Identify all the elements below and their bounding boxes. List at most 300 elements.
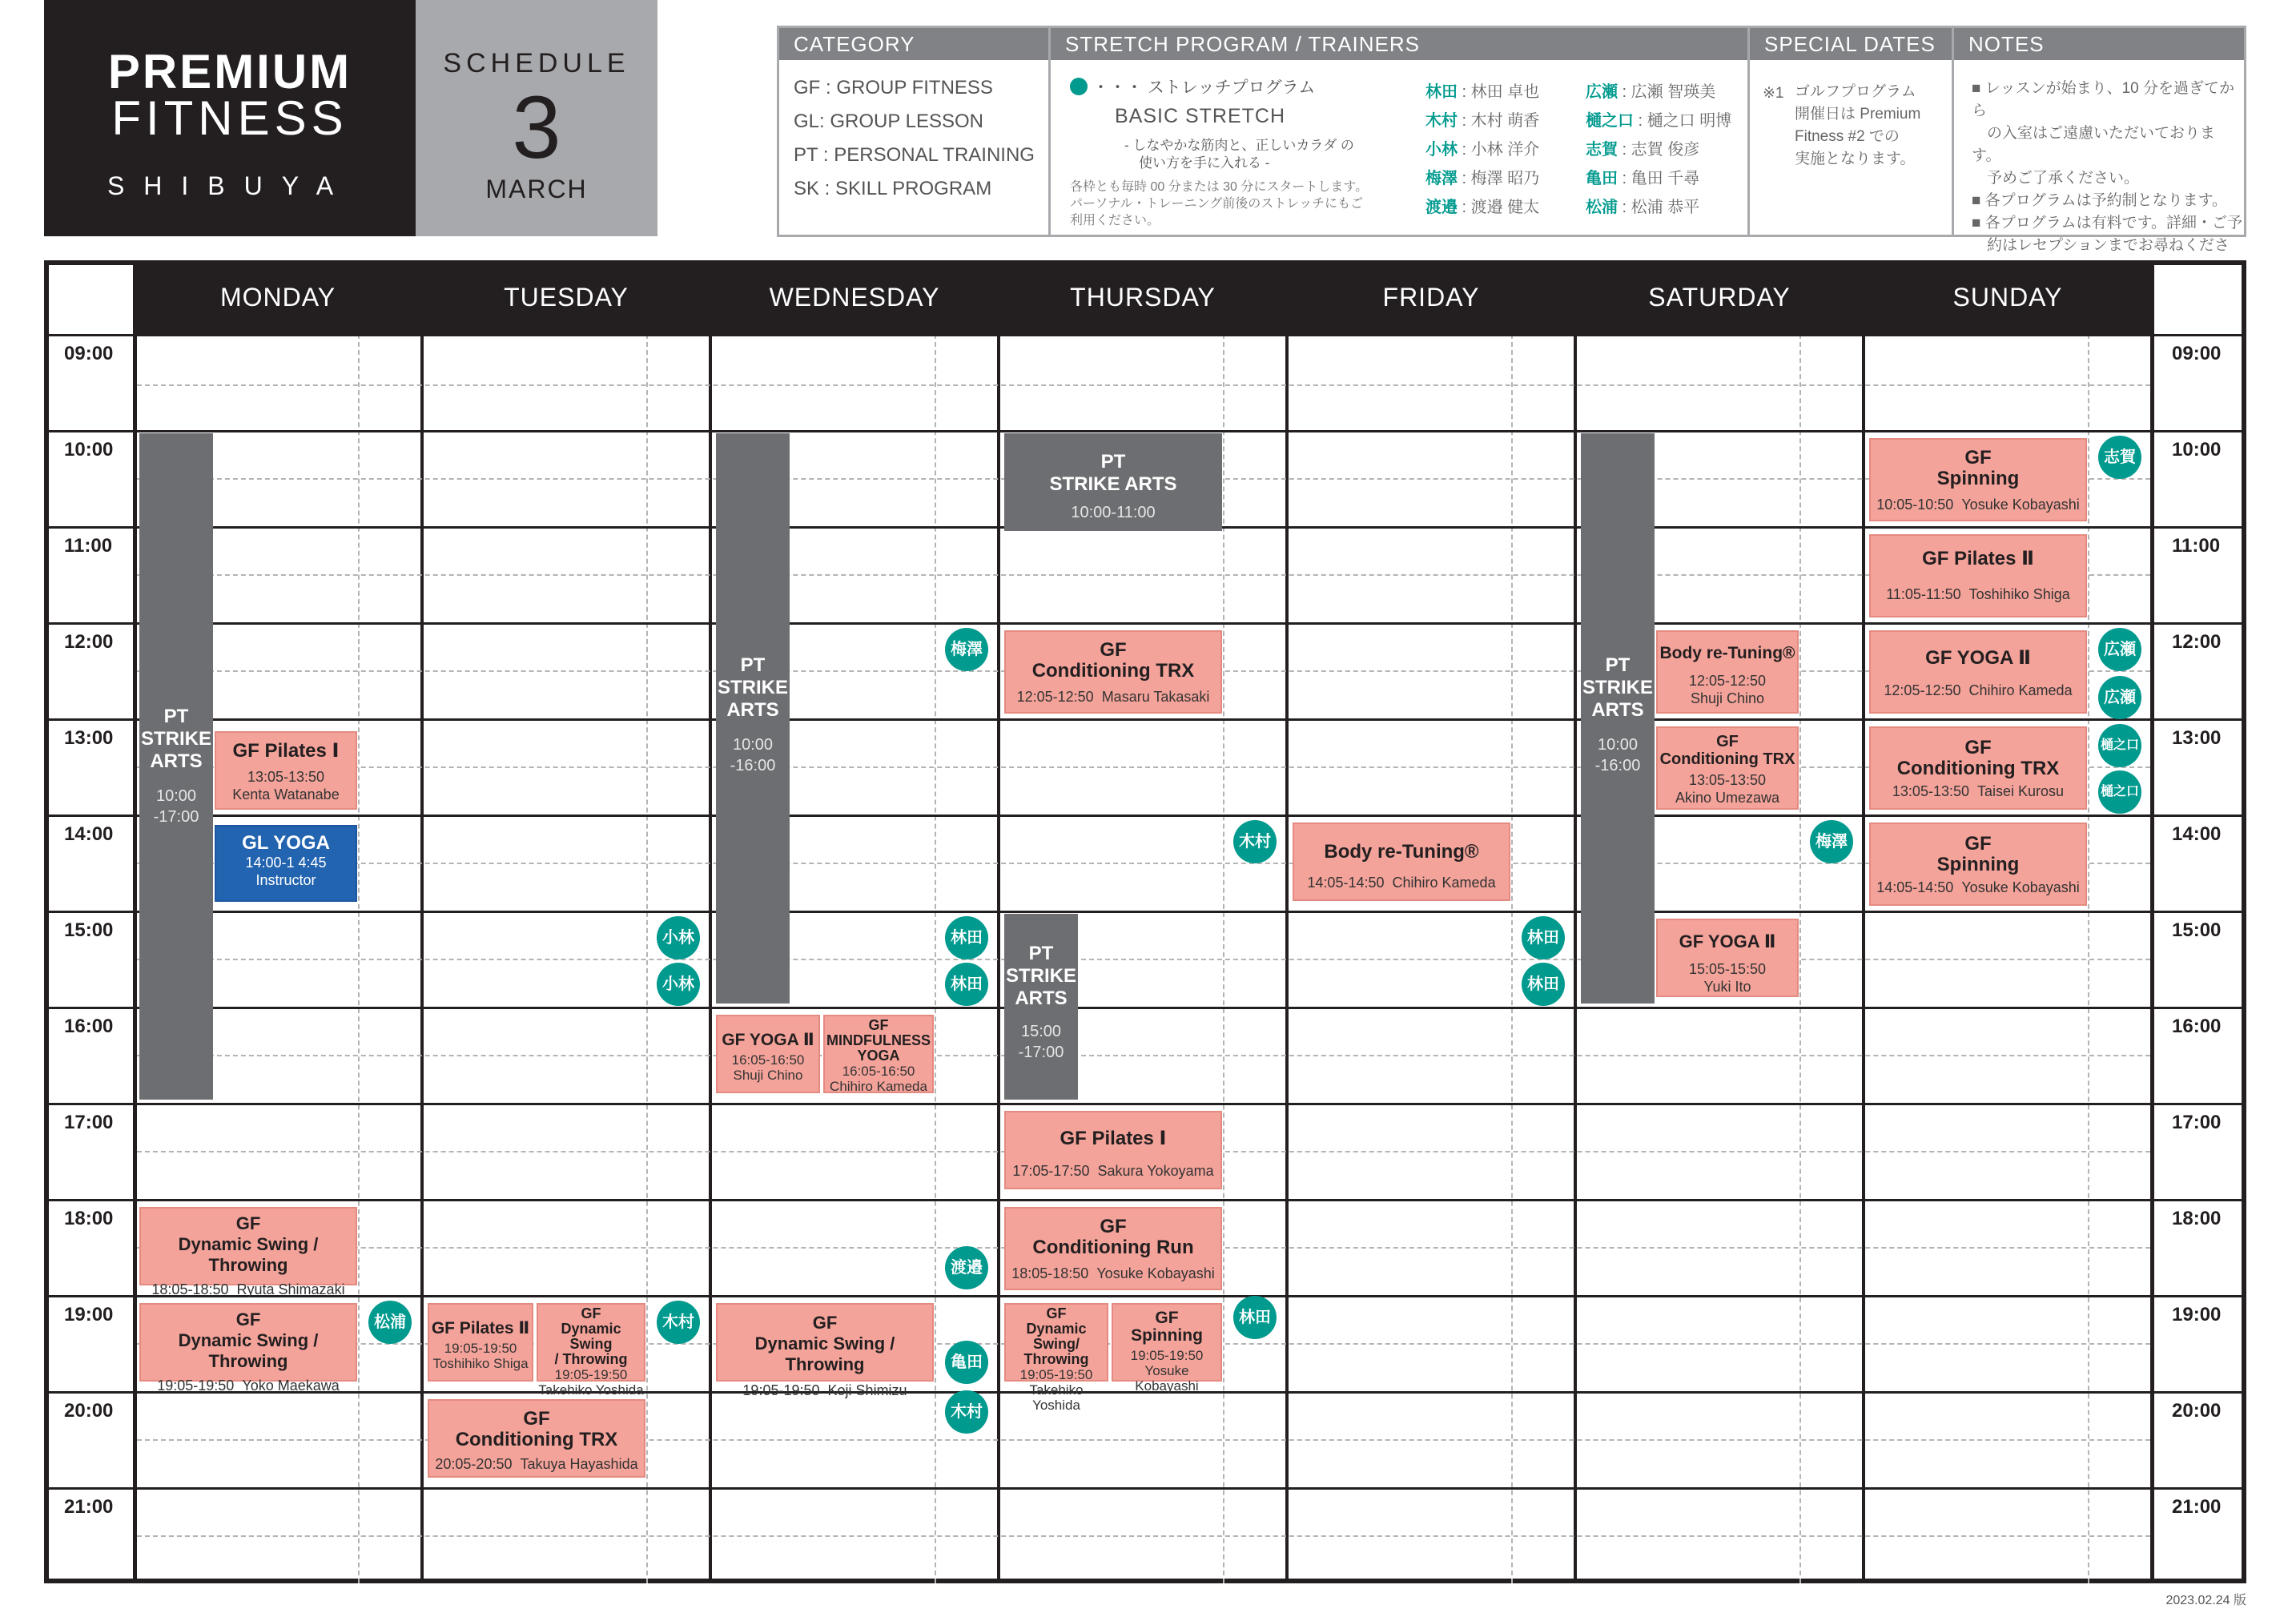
month-number: 3 xyxy=(512,78,561,177)
event-gf-spinning[interactable] xyxy=(1112,1303,1222,1394)
hour-line xyxy=(44,622,2246,625)
stretch-note-line: 利用ください。 xyxy=(1070,214,1160,227)
stretch-badge[interactable]: 梅澤 xyxy=(945,628,988,671)
hour-line xyxy=(44,1007,2246,1009)
event-title: PT xyxy=(1028,943,1054,964)
event-time: 10:00 xyxy=(732,736,774,754)
event-time: 16:05-16:50 xyxy=(731,1052,805,1068)
notes-title: NOTES xyxy=(1954,28,2244,60)
event-body-retuning[interactable] xyxy=(1293,823,1510,901)
hour-line xyxy=(44,334,2246,336)
event-title: STRIKE ARTS xyxy=(1049,473,1177,495)
event-title: Body re-Tuning® xyxy=(1659,644,1795,662)
event-gf-dynamic-swing[interactable] xyxy=(139,1303,357,1394)
day-header-thursday: THURSDAY xyxy=(1000,260,1285,334)
event-title: GF Pilates Ⅱ xyxy=(1922,548,2034,569)
event-title: MINDFULNESS xyxy=(826,1032,931,1048)
stretch-badge[interactable]: 広瀬 xyxy=(2098,676,2141,719)
note-line: の入室はご遠慮いただいております。 xyxy=(1972,125,2216,164)
event-instructor: Koji Shimizu xyxy=(827,1382,907,1398)
event-title: GF xyxy=(1964,737,1992,758)
time-label: 18:00 xyxy=(64,1208,114,1229)
trainer-row: 梅澤 : 梅澤 昭乃 xyxy=(1425,170,1540,187)
hour-line xyxy=(44,718,2246,721)
stretch-desc: - しなやかな筋肉と、正しいカラダ の xyxy=(1124,138,1354,153)
brand-line1: PREMIUM xyxy=(107,45,352,99)
event-time: -17:00 xyxy=(153,808,199,826)
event-time-instructor xyxy=(429,1455,644,1473)
category-item: GL: GROUP LESSON xyxy=(794,111,983,132)
event-instructor: Kenta Watanabe xyxy=(232,786,340,802)
event-title: GF xyxy=(1100,1216,1127,1237)
event-time: 12:05-12:50 xyxy=(1016,689,1094,705)
event-time-instructor xyxy=(1871,879,2085,896)
time-label: 09:00 xyxy=(2172,343,2222,364)
event-time: 20:05-20:50 xyxy=(435,1456,513,1472)
time-label: 11:00 xyxy=(64,535,113,557)
note-line: ■ 各プログラムは予約制となります。 xyxy=(1972,192,2228,209)
event-title: STRIKE xyxy=(140,728,211,750)
event-time: 15:00 xyxy=(1020,1023,1062,1040)
event-title: Conditioning TRX xyxy=(1659,750,1795,768)
trainer-row: 広瀬 : 広瀬 智瑛美 xyxy=(1586,83,1716,101)
time-label: 15:00 xyxy=(2172,919,2222,941)
time-label: 12:00 xyxy=(2172,631,2222,653)
notes-panel xyxy=(1952,26,2246,254)
event-time: 13:05-13:50 xyxy=(1892,783,1969,799)
special-line: ゴルフプログラム xyxy=(1795,83,1916,100)
trainer-full: 松浦 恭平 xyxy=(1631,199,1700,216)
event-instructor: Yosuke Kobayashi xyxy=(1135,1363,1199,1394)
hour-line xyxy=(44,1199,2246,1201)
event-time-instructor xyxy=(1006,688,1220,706)
time-label: 14:00 xyxy=(64,823,114,845)
stretch-badge[interactable]: 亀田 xyxy=(945,1341,988,1384)
event-pt-strike-arts[interactable] xyxy=(1004,433,1222,531)
trainer-row: 林田 : 林田 卓也 xyxy=(1425,83,1540,101)
event-title: GF xyxy=(812,1313,838,1333)
time-label: 17:00 xyxy=(64,1112,114,1133)
time-label: 20:00 xyxy=(64,1400,114,1422)
event-gf-dynamic-swing[interactable] xyxy=(716,1303,934,1398)
stretch-badge[interactable]: 林田 xyxy=(945,963,988,1006)
day-header-friday: FRIDAY xyxy=(1289,260,1574,334)
event-instructor: Yosuke Kobayashi xyxy=(1961,879,2080,895)
category-item: GF : GROUP FITNESS xyxy=(794,77,993,99)
brand-line2: FITNESS xyxy=(111,91,348,145)
event-time-instructor xyxy=(141,1281,356,1298)
stretch-badge[interactable]: 樋之口 xyxy=(2098,724,2141,767)
stretch-badge[interactable]: 小林 xyxy=(657,916,700,959)
stretch-badge[interactable]: 林田 xyxy=(1522,963,1565,1006)
event-title: Conditioning Run xyxy=(1032,1237,1194,1258)
event-time-instructor xyxy=(1871,682,2085,699)
trainer-short: 樋之口 xyxy=(1586,112,1634,130)
time-label: 16:00 xyxy=(2172,1016,2222,1037)
event-title: Dynamic Swing / Throwing xyxy=(754,1333,895,1374)
event-instructor: Chihiro Kameda xyxy=(1392,875,1496,891)
column-divider xyxy=(420,260,424,1583)
event-time: -17:00 xyxy=(1018,1044,1064,1061)
event-title: GF xyxy=(1046,1305,1067,1321)
event-instructor: Chihiro Kameda xyxy=(1968,682,2073,698)
event-title: GF xyxy=(581,1305,601,1321)
event-time: 14:05-14:50 xyxy=(1307,875,1385,891)
category-panel xyxy=(777,26,1051,237)
stretch-badge[interactable]: 林田 xyxy=(945,916,988,959)
event-title: GF xyxy=(868,1017,889,1033)
event-time: 19:05-19:50 xyxy=(1019,1367,1093,1382)
event-title: STRIKE xyxy=(1582,677,1653,698)
event-title: GF xyxy=(523,1408,550,1430)
trainer-row: 亀田 : 亀田 千尋 xyxy=(1586,170,1700,187)
trainer-short: 渡邉 xyxy=(1425,199,1458,216)
stretch-badge[interactable]: 広瀬 xyxy=(2098,628,2141,671)
special-dates-title: SPECIAL DATES xyxy=(1750,28,1952,60)
event-title: PT xyxy=(1605,654,1631,676)
time-label: 13:00 xyxy=(2172,727,2222,749)
hour-line xyxy=(44,430,2246,432)
category-item: PT : PERSONAL TRAINING xyxy=(794,144,1035,166)
time-label: 10:00 xyxy=(64,439,114,461)
event-title: PT xyxy=(163,706,189,727)
column-divider xyxy=(1574,260,1577,1583)
stretch-note-line: パーソナル・トレーニング前後のストレッチにもご xyxy=(1070,197,1364,211)
event-time: -16:00 xyxy=(730,757,776,774)
note-line: ■ 各プログラムは有料です。詳細・ご予 xyxy=(1972,215,2243,231)
event-time: 13:05-13:50 xyxy=(247,769,325,785)
trainer-full: 小林 洋介 xyxy=(1470,141,1540,159)
event-title: / Throwing xyxy=(554,1351,628,1367)
day-header-monday: MONDAY xyxy=(135,260,420,334)
category-item: SK : SKILL PROGRAM xyxy=(794,178,992,199)
event-time: 18:05-18:50 xyxy=(1011,1265,1089,1281)
event-body-retuning[interactable] xyxy=(1656,630,1799,714)
schedule-month-block xyxy=(416,0,657,236)
event-time: 19:05-19:50 xyxy=(1130,1348,1204,1363)
event-gl-yoga[interactable] xyxy=(215,825,357,902)
event-title: Dynamic Swing/ xyxy=(1026,1321,1087,1352)
time-label: 14:00 xyxy=(2172,823,2222,845)
event-time: 19:05-19:50 xyxy=(157,1378,235,1394)
event-pt-strike-arts[interactable] xyxy=(716,433,790,1004)
event-gf-conditioning-trx[interactable] xyxy=(1656,726,1799,810)
event-time: 16:05-16:50 xyxy=(842,1064,915,1079)
trainer-full: 林田 卓也 xyxy=(1470,83,1540,101)
event-instructor: Masaru Takasaki xyxy=(1101,689,1210,705)
special-text xyxy=(1795,81,1955,171)
event-title: ARTS xyxy=(150,750,203,772)
event-time-instructor xyxy=(718,1382,932,1399)
event-time-instructor xyxy=(1006,1265,1220,1282)
event-title: GF Pilates Ⅱ xyxy=(431,1319,530,1337)
time-label: 09:00 xyxy=(64,343,114,364)
event-gf-spinning[interactable] xyxy=(1869,438,2087,521)
event-title: Conditioning TRX xyxy=(1896,758,2060,779)
special-line: Fitness #2 での xyxy=(1795,128,1900,145)
trainer-full: 渡邉 健太 xyxy=(1470,199,1540,216)
schedule-label: SCHEDULE xyxy=(443,48,630,78)
event-time: 10:05-10:50 xyxy=(1876,497,1954,513)
event-instructor: Chihiro Kameda xyxy=(830,1079,927,1094)
half-hour-line xyxy=(137,959,2150,960)
event-gf-pilates[interactable] xyxy=(215,731,357,810)
event-title: Throwing xyxy=(1023,1351,1089,1367)
stretch-desc: 使い方を手に入れる - xyxy=(1139,155,1270,171)
event-gf-yoga[interactable] xyxy=(1656,919,1799,997)
stretch-badge[interactable]: 松浦 xyxy=(368,1301,412,1344)
stretch-badge[interactable]: 樋之口 xyxy=(2098,770,2141,814)
event-gf-conditioning-trx[interactable] xyxy=(428,1399,645,1478)
half-hour-line xyxy=(137,1535,2150,1537)
event-gf-spinning[interactable] xyxy=(1869,823,2087,906)
event-instructor: Ryuta Shimazaki xyxy=(236,1281,345,1297)
trainer-row: 松浦 : 松浦 恭平 xyxy=(1586,199,1700,216)
trainer-list xyxy=(1586,78,1746,222)
half-hour-line xyxy=(137,766,2150,768)
trainer-short: 志賀 xyxy=(1586,141,1618,159)
hour-line xyxy=(44,1295,2246,1297)
event-title: GF Pilates Ⅰ xyxy=(1060,1128,1167,1149)
event-time: 10:00 xyxy=(155,787,197,805)
time-label: 12:00 xyxy=(64,631,114,653)
event-time: 15:05-15:50 xyxy=(1688,961,1767,977)
event-time: 19:05-19:50 xyxy=(742,1382,820,1398)
event-title: GF xyxy=(1155,1309,1179,1327)
trainer-short: 林田 xyxy=(1425,83,1458,101)
stretch-badge[interactable]: 小林 xyxy=(657,963,700,1006)
time-label: 17:00 xyxy=(2172,1112,2222,1133)
event-instructor: Sakura Yokoyama xyxy=(1097,1163,1214,1179)
stretch-badge[interactable]: 林田 xyxy=(1522,916,1565,959)
event-gf-mindfulness-yoga[interactable] xyxy=(823,1015,934,1093)
event-title: GF YOGA Ⅱ xyxy=(1679,931,1776,951)
trainer-row: 木村 : 木村 萌香 xyxy=(1425,112,1540,130)
column-divider xyxy=(997,260,1000,1583)
stretch-badge[interactable]: 梅澤 xyxy=(1810,820,1853,863)
trainer-row: 志賀 : 志賀 俊彦 xyxy=(1586,141,1700,159)
column-divider xyxy=(1862,260,1865,1583)
event-time-instructor xyxy=(141,1377,356,1394)
event-instructor: Takehiko Yoshida xyxy=(538,1382,644,1398)
event-time: 10:00-11:00 xyxy=(1071,504,1156,521)
stretch-badge[interactable]: 志賀 xyxy=(2098,436,2141,479)
event-title: GF YOGA Ⅱ xyxy=(722,1031,814,1049)
trainer-full: 木村 萌香 xyxy=(1470,112,1540,130)
event-pt-strike-arts[interactable] xyxy=(139,433,213,1100)
hour-line xyxy=(44,1487,2246,1490)
stretch-badge[interactable]: 木村 xyxy=(1233,820,1277,863)
brand-logo xyxy=(44,0,416,236)
time-label: 21:00 xyxy=(64,1496,114,1518)
event-instructor: Yosuke Kobayashi xyxy=(1096,1265,1215,1281)
version-date: 2023.02.24 版 xyxy=(2165,1594,2246,1607)
event-gf-yoga[interactable] xyxy=(1869,630,2087,714)
trainer-short: 松浦 xyxy=(1586,199,1618,216)
time-label: 13:00 xyxy=(64,727,114,749)
event-gf-pilates[interactable] xyxy=(1004,1111,1222,1189)
stretch-legend: ・・・ ストレッチプログラム xyxy=(1092,78,1316,97)
time-label: 19:00 xyxy=(64,1304,114,1325)
time-label: 16:00 xyxy=(64,1016,114,1037)
column-divider xyxy=(709,260,712,1583)
event-title: GL YOGA xyxy=(242,832,330,854)
stretch-title: STRETCH PROGRAM / TRAINERS xyxy=(1051,28,1747,60)
event-title: Spinning xyxy=(1131,1326,1203,1345)
day-header-sunday: SUNDAY xyxy=(1865,260,2150,334)
event-instructor: Takuya Hayashida xyxy=(520,1456,638,1472)
event-instructor: Shuji Chino xyxy=(1690,690,1765,706)
event-gf-dynamic-swing[interactable] xyxy=(1004,1303,1108,1413)
event-title: GF xyxy=(235,1213,261,1233)
hour-line xyxy=(44,815,2246,817)
trainer-short: 亀田 xyxy=(1586,170,1618,187)
event-title: GF xyxy=(235,1309,261,1329)
special-line: 実施となります。 xyxy=(1795,151,1916,167)
event-gf-pilates[interactable] xyxy=(428,1303,533,1382)
event-instructor: Akino Umezawa xyxy=(1675,790,1780,806)
stretch-badge[interactable]: 木村 xyxy=(657,1301,700,1344)
stretch-badge[interactable]: 渡邉 xyxy=(945,1246,988,1289)
event-title: GF xyxy=(1100,639,1127,661)
event-pt-strike-arts[interactable] xyxy=(1581,433,1655,1004)
event-gf-pilates[interactable] xyxy=(1869,534,2087,617)
event-instructor: Toshihiko Shiga xyxy=(432,1356,529,1371)
stretch-badge[interactable]: 木村 xyxy=(945,1390,988,1434)
event-time: 11:05-11:50 xyxy=(1886,586,1961,602)
event-time: 13:05-13:50 xyxy=(1688,772,1767,788)
trainer-row: 樋之口 : 樋之口 明博 xyxy=(1586,112,1732,130)
trainer-short: 梅澤 xyxy=(1425,170,1458,187)
event-time: 12:05-12:50 xyxy=(1884,682,1961,698)
note-line: 予めご了承ください。 xyxy=(1972,170,2140,187)
event-title: Spinning xyxy=(1936,468,2020,489)
category-title: CATEGORY xyxy=(779,28,1048,60)
column-divider xyxy=(1285,260,1289,1583)
trainer-full: 樋之口 明博 xyxy=(1647,112,1732,130)
month-name: MARCH xyxy=(485,175,588,203)
event-instructor: Yosuke Kobayashi xyxy=(1961,497,2080,513)
event-instructor: Takehiko Yoshida xyxy=(1029,1382,1084,1413)
time-label: 15:00 xyxy=(64,919,114,941)
stretch-badge[interactable]: 林田 xyxy=(1233,1296,1277,1339)
event-title: YOGA xyxy=(857,1048,900,1064)
event-instructor: Toshihiko Shiga xyxy=(1968,586,2070,602)
event-instructor: Yoko Maekawa xyxy=(242,1378,340,1394)
event-instructor: Yuki Ito xyxy=(1703,979,1751,995)
trainer-full: 広瀬 智瑛美 xyxy=(1631,83,1716,101)
stretch-note xyxy=(1070,179,1368,229)
event-title: ARTS xyxy=(1591,699,1644,721)
event-instructor: Taisei Kurosu xyxy=(1977,783,2065,799)
event-time-instructor xyxy=(1871,496,2085,513)
trainer-short: 木村 xyxy=(1425,112,1458,130)
event-time: 14:00-1 4:45 xyxy=(245,855,327,871)
event-pt-strike-arts[interactable] xyxy=(1004,914,1078,1100)
half-hour-line xyxy=(137,1055,2150,1056)
event-title: Dynamic Swing / Throwing xyxy=(178,1234,319,1275)
special-dates-panel xyxy=(1747,26,1954,237)
event-time-instructor xyxy=(1871,585,2085,603)
trainer-list xyxy=(1425,78,1578,222)
hour-line xyxy=(44,1103,2246,1105)
day-header-wednesday: WEDNESDAY xyxy=(712,260,997,334)
event-time: 17:05-17:50 xyxy=(1012,1163,1090,1179)
trainer-full: 梅澤 昭乃 xyxy=(1470,170,1540,187)
event-title: GF xyxy=(1964,447,1992,469)
event-title: STRIKE xyxy=(1005,965,1076,987)
event-title: ARTS xyxy=(726,699,779,721)
event-title: PT xyxy=(1100,451,1126,473)
notes-text xyxy=(1972,78,2244,280)
event-title: Conditioning TRX xyxy=(1031,660,1195,682)
event-gf-conditioning-trx[interactable] xyxy=(1004,630,1222,714)
event-time: -16:00 xyxy=(1594,757,1641,774)
event-time: 12:05-12:50 xyxy=(1688,673,1767,689)
trainer-row: 渡邉 : 渡邉 健太 xyxy=(1425,199,1540,216)
stretch-note-line: 各枠とも毎時 00 分または 30 分にスタートします。 xyxy=(1070,180,1369,194)
half-hour-line xyxy=(137,574,2150,576)
event-title: Dynamic Swing / Throwing xyxy=(178,1330,319,1371)
event-title: Conditioning TRX xyxy=(455,1429,618,1450)
event-title: GF xyxy=(1964,833,1992,855)
column-divider xyxy=(2150,260,2154,1583)
event-title: Dynamic Swing xyxy=(561,1321,621,1352)
event-gf-dynamic-swing[interactable] xyxy=(537,1303,645,1398)
trainer-full: 志賀 俊彦 xyxy=(1631,141,1700,159)
event-title: GF YOGA Ⅱ xyxy=(1925,647,2031,669)
trainer-full: 亀田 千尋 xyxy=(1631,170,1700,187)
time-label: 21:00 xyxy=(2172,1496,2222,1518)
special-mark: ※1 xyxy=(1763,85,1784,102)
time-label: 20:00 xyxy=(2172,1400,2222,1422)
event-instructor: Instructor xyxy=(255,872,316,888)
event-title: PT xyxy=(740,654,766,676)
stretch-program-name: BASIC STRETCH xyxy=(1115,105,1286,127)
event-time: 14:05-14:50 xyxy=(1876,879,1954,895)
event-title: Spinning xyxy=(1936,854,2020,875)
event-gf-conditioning-trx[interactable] xyxy=(1869,726,2087,810)
time-label: 19:00 xyxy=(2172,1304,2222,1325)
brand-location: SHIBUYA xyxy=(107,171,353,200)
hour-line xyxy=(44,911,2246,913)
event-gf-dynamic-swing[interactable] xyxy=(139,1207,357,1297)
event-gf-conditioning-run[interactable] xyxy=(1004,1207,1222,1290)
column-divider xyxy=(133,260,137,1583)
note-line: 約はレセプションまでお尋ねくださ xyxy=(1987,237,2230,254)
event-time-instructor xyxy=(1006,1162,1220,1180)
stretch-trainers-panel xyxy=(1048,26,1750,237)
day-header-tuesday: TUESDAY xyxy=(424,260,709,334)
event-gf-yoga[interactable] xyxy=(716,1015,820,1093)
event-time-instructor xyxy=(1871,782,2085,800)
event-time: 19:05-19:50 xyxy=(444,1341,517,1356)
event-time: 19:05-19:50 xyxy=(554,1367,628,1382)
half-hour-line xyxy=(137,863,2150,864)
special-line: 開催日は Premium xyxy=(1795,106,1921,123)
trainer-row: 小林 : 小林 洋介 xyxy=(1425,141,1540,159)
stretch-dot-icon xyxy=(1070,78,1088,95)
event-time: 10:00 xyxy=(1597,736,1639,754)
trainer-short: 広瀬 xyxy=(1586,83,1618,101)
note-line: ■ レッスンが始まり、10 分を過ぎてから xyxy=(1972,80,2234,119)
time-label: 11:00 xyxy=(2172,535,2221,557)
time-label: 18:00 xyxy=(2172,1208,2222,1229)
event-time-instructor xyxy=(1294,874,1509,891)
event-title: GF Pilates Ⅰ xyxy=(232,740,340,762)
time-label: 10:00 xyxy=(2172,439,2222,461)
event-title: Body re-Tuning® xyxy=(1324,841,1479,863)
